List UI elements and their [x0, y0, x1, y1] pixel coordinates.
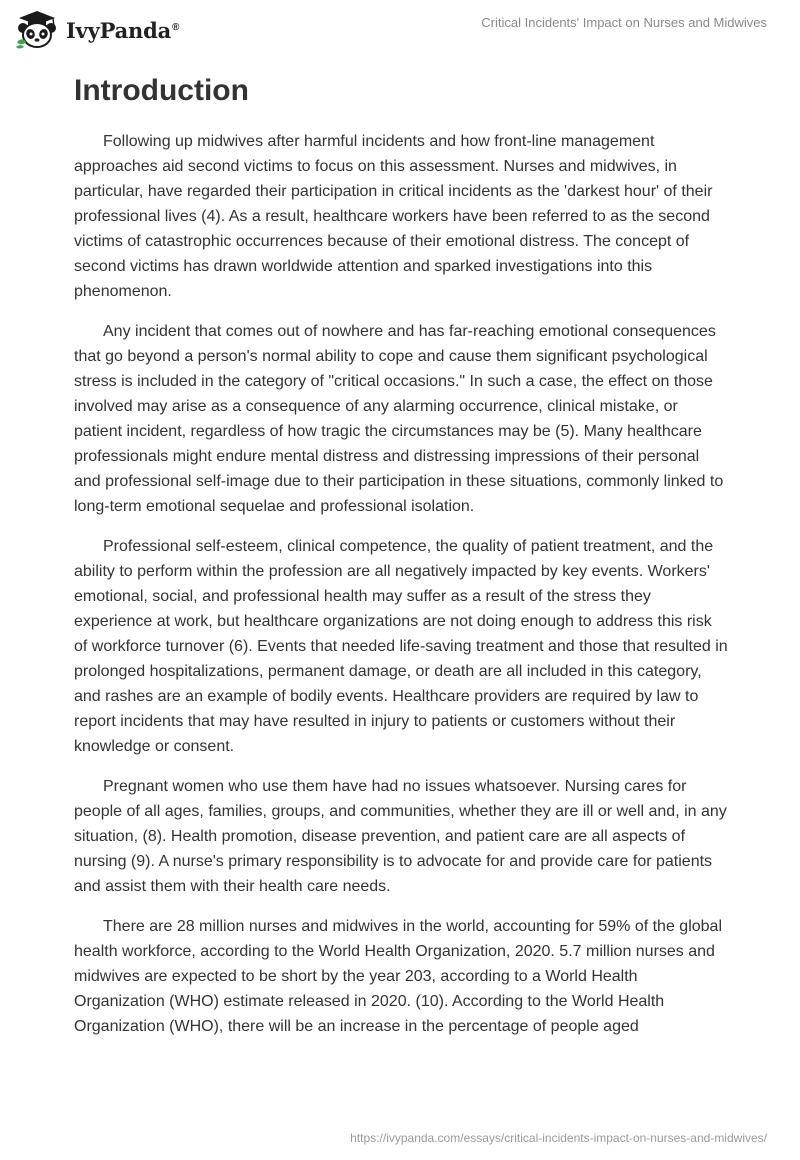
section-heading: Introduction	[74, 74, 249, 107]
paragraph-1: Following up midwives after harmful incidents and how front-line management approaches aid second victims to focus on this assessment. Nurses and midwives, in particular, have regarded their participation in critical incidents as the 'darkest hour' of their professional lives (4). As a result, healthcare workers have been referred to as the second victims of catastrophic occurrences because of their emotional distress. The concept of second victims has drawn worldwide attention and sparked investigations into this phenomenon.	[74, 133, 713, 300]
page-header	[0, 0, 800, 60]
document-title: Critical Incidents' Impact on Nurses and Midwives	[481, 15, 767, 30]
paragraph-2: Any incident that comes out of nowhere and has far-reaching emotional consequences that go beyond a person's normal ability to cope and cause them significant psychological stress is included in the category of "critical occasions." In such a case, the effect on those involved may arise as a consequence of any alarming occurrence, clinical mistake, or patient incident, regardless of how tragic the circumstances may be (5). Many healthcare professionals might endure mental distress and distressing impressions of their personal and professional self-image due to their participation in these situations, commonly linked to long-term emotional sequelae and professional isolation.	[74, 323, 724, 515]
paragraph-4: Pregnant women who use them have had no issues whatsoever. Nursing cares for people of all ages, families, groups, and communities, whether they are ill or well and, in any situation, (8). Health promotion, disease prevention, and patient care are all aspects of nursing (9). A nurse's primary responsibility is to advocate for and provide care for patients and assist them with their health care needs.	[74, 778, 727, 895]
paragraph-3: Professional self-esteem, clinical competence, the quality of patient treatment, and the ability to perform within the profession are all negatively impacted by key events. Workers' emotional, social, and professional health may suffer as a result of the stress they experience at work, but healthcare organizations are not doing enough to address this risk of workforce turnover (6). Events that needed life-saving treatment and those that resulted in prolonged hospitalizations, permanent damage, or death are all included in this category, and rashes are an example of bodily events. Healthcare providers are required by law to report incidents that may have resulted in injury to patients or customers without their knowledge or consent.	[74, 538, 728, 755]
panda-graduate-icon	[14, 10, 60, 50]
registered-mark: ®	[172, 21, 180, 33]
ivypanda-logo[interactable]	[14, 10, 179, 50]
source-url[interactable]: https://ivypanda.com/essays/critical-incidents-impact-on-nurses-and-midwives/	[350, 1131, 767, 1145]
brand-name: IvyPanda	[66, 17, 172, 43]
essay-content	[74, 70, 729, 1054]
paragraph-5: There are 28 million nurses and midwives in the world, accounting for 59% of the global health workforce, according to the World Health Organization, 2020. 5.7 million nurses and midwives are expected to be short by the year 203, according to a World Health Organization (WHO) estimate released in 2020. (10). According to the World Health Organization (WHO), there will be an increase in the percentage of people aged	[74, 918, 722, 1035]
